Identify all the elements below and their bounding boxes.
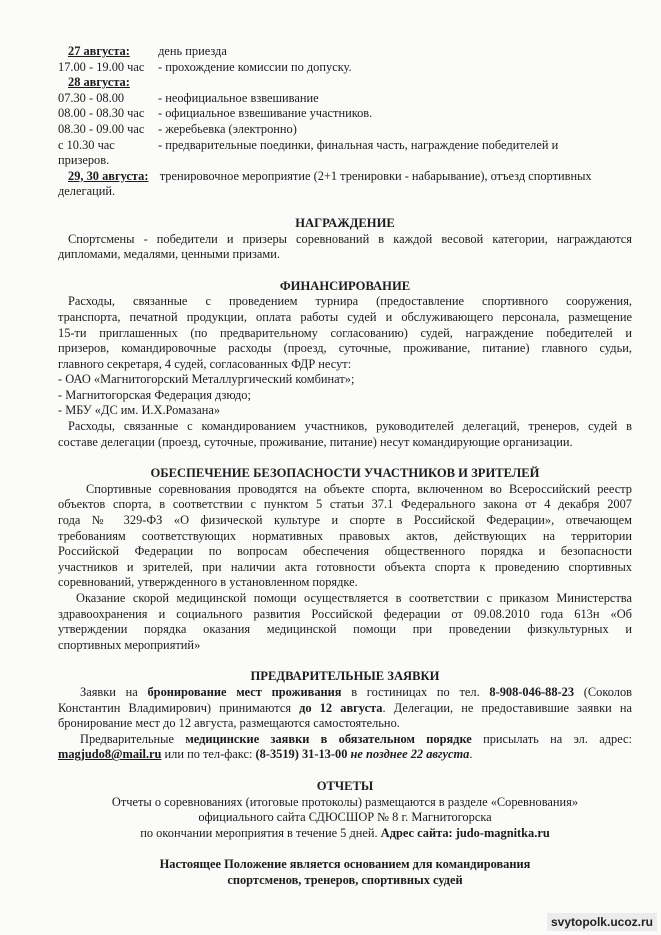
schedule-text: - неофициальное взвешивание bbox=[158, 90, 319, 105]
text-run: в гостиницах по тел. bbox=[341, 684, 490, 699]
text-run: по окончании мероприятия в течение 5 дней. bbox=[140, 825, 381, 840]
phone-number: 8-908-046-88-23 bbox=[489, 684, 575, 699]
text-run: . Делегации, не предоставившие заявки на bbox=[382, 700, 632, 715]
text-run-bold: до 12 августа bbox=[299, 700, 383, 715]
section-title-applications: ПРЕДВАРИТЕЛЬНЫЕ ЗАЯВКИ bbox=[250, 669, 440, 684]
schedule-time: 17.00 - 19.00 час bbox=[58, 59, 145, 74]
day-label: 28 августа: bbox=[68, 75, 130, 90]
schedule-time: с 10.30 час bbox=[58, 137, 115, 152]
safety-line: утверждении порядка оказания медицинской помощи при проведении физкультурных и bbox=[58, 622, 632, 637]
text-run: Константин Владимирович) принимаются bbox=[58, 700, 300, 715]
safety-line: соревнований, утвержденного в установленном порядке. bbox=[58, 575, 358, 590]
closing-statement-line: спортсменов, тренеров, спортивных судей bbox=[227, 872, 463, 887]
awards-line: Спортсмены - победители и призеры соревнований в каждой весовой категории, награждаются bbox=[68, 231, 632, 246]
schedule-aug28-heading bbox=[58, 75, 632, 91]
section-title-finance: ФИНАНСИРОВАНИЕ bbox=[279, 278, 411, 293]
finance-line: составе делегации (проезд, суточные, проживание, питание) несут командирующие организации. bbox=[58, 434, 573, 449]
schedule-time: 08.00 - 08.30 час bbox=[58, 106, 145, 121]
text-run: присылать на эл. адрес: bbox=[471, 731, 632, 746]
text-run-bold: бронирование мест проживания bbox=[147, 684, 342, 699]
safety-line: Спортивные соревнования проводятся на объекте спорта, включенном во Всероссийский реестр bbox=[86, 481, 632, 496]
fax-number: (8-3519) 31-13-00 bbox=[255, 747, 348, 762]
schedule-row bbox=[58, 122, 632, 138]
schedule-continuation: делегаций. bbox=[58, 184, 116, 199]
finance-payer: - Магнитогорская Федерация дзюдо; bbox=[58, 387, 251, 402]
applications-line bbox=[58, 747, 632, 763]
section-title-reports: ОТЧЕТЫ bbox=[316, 778, 374, 793]
section-title-awards: НАГРАЖДЕНИЕ bbox=[295, 215, 395, 230]
text-run: Заявки на bbox=[80, 684, 148, 699]
applications-line bbox=[58, 732, 632, 748]
finance-line: главного секретаря, 4 судей, согласованных ФДР несут: bbox=[58, 356, 352, 371]
safety-line: года № 329-ФЗ «О физической культуре и спорте в Российской Федерации», отвечающем bbox=[58, 513, 632, 528]
schedule-time: 07.30 - 08.00 bbox=[58, 90, 125, 105]
watermark: svytopolk.ucoz.ru bbox=[547, 913, 657, 931]
finance-payer: - ОАО «Магнитогорский Металлургический комбинат»; bbox=[58, 372, 355, 387]
awards-line: дипломами, медалями, ценными призами. bbox=[58, 247, 280, 262]
finance-line: 15-ти приглашенных (по предварительному согласованию) судей, награждение победителей и bbox=[58, 325, 632, 340]
site-address: Адрес сайта: judo-magnitka.ru bbox=[380, 825, 550, 840]
finance-line: транспорта, печатной продукции, оплата работы судей и обслуживающего персонала, размещение bbox=[58, 309, 632, 324]
safety-line: объектов спорта, в соответствии с пунктом 5 статьи 37.1 Федерального закона от 4 декабря 2007 bbox=[58, 497, 632, 512]
text-run: (Соколов bbox=[574, 684, 633, 699]
safety-line: Российской Федерации по вопросам обеспечения общественного порядка и безопасности bbox=[58, 544, 632, 559]
safety-line: участников и зрителей, при наличии акта готовности объекта спорта к проведению спортивных bbox=[58, 559, 632, 574]
schedule-row bbox=[58, 91, 632, 107]
safety-line: здравоохранения и социального развития Российской федерации от 09.08.2010 года 613н «Об bbox=[58, 606, 632, 621]
applications-line bbox=[58, 685, 632, 701]
finance-line: призеров, командировочные расходы (проезд, суточные, проживание, питание) главного судьи, bbox=[58, 341, 632, 356]
day-text: день приезда bbox=[158, 44, 227, 58]
reports-line bbox=[58, 826, 632, 842]
finance-payer: - МБУ «ДС им. И.Х.Ромазана» bbox=[58, 403, 221, 418]
finance-line: Расходы, связанные с проведением турнира (предоставление спортивного сооружения, bbox=[68, 294, 632, 309]
schedule-row bbox=[58, 138, 632, 154]
text-run: или по тел-факс: bbox=[161, 747, 256, 762]
schedule-aug27-heading bbox=[58, 44, 632, 60]
day-label: 27 августа: bbox=[68, 44, 130, 58]
text-run: . bbox=[469, 747, 473, 762]
safety-line: Оказание скорой медицинской помощи осуществляется в соответствии с приказом Министерства bbox=[76, 591, 632, 605]
text-run-bold: медицинские заявки в обязательном порядке bbox=[185, 731, 472, 746]
document-body bbox=[58, 44, 632, 889]
reports-line: официального сайта СДЮСШОР № 8 г. Магнитогорска bbox=[198, 810, 492, 825]
applications-line bbox=[58, 701, 632, 717]
schedule-aug2930-row bbox=[58, 169, 632, 185]
section-title-safety: ОБЕСПЕЧЕНИЕ БЕЗОПАСНОСТИ УЧАСТНИКОВ И ЗРИТЕЛЕЙ bbox=[150, 466, 540, 481]
schedule-text: - предварительные поединки, финальная часть, награждение победителей и bbox=[158, 137, 559, 152]
email-link[interactable]: magjudo8@mail.ru bbox=[58, 747, 162, 762]
schedule-row bbox=[58, 60, 632, 76]
finance-line: Расходы, связанные с командированием участников, руководителей делегаций, тренеров, судей в bbox=[68, 419, 632, 434]
text-run: Предварительные bbox=[80, 731, 186, 746]
safety-line: требованиям соответствующих нормативных правовых актов, действующих на территории bbox=[58, 528, 632, 543]
safety-line: спортивных мероприятий» bbox=[58, 637, 201, 652]
schedule-text: - прохождение комиссии по допуску. bbox=[158, 59, 352, 74]
schedule-time: 08.30 - 09.00 час bbox=[58, 121, 145, 136]
day-label: 29, 30 августа: bbox=[68, 168, 149, 183]
schedule-row bbox=[58, 106, 632, 122]
schedule-text: тренировочное мероприятие (2+1 тренировки - набарывание), отъезд спортивных bbox=[159, 168, 592, 183]
closing-statement-line: Настоящее Положение является основанием для командирования bbox=[159, 857, 531, 872]
reports-line: Отчеты о соревнованиях (итоговые протоколы) размещаются в разделе «Соревнования» bbox=[111, 794, 579, 809]
schedule-text: - официальное взвешивание участников. bbox=[158, 106, 373, 121]
applications-line: бронирование мест до 12 августа, размещаются самостоятельно. bbox=[58, 716, 400, 731]
schedule-continuation: призеров. bbox=[58, 153, 110, 168]
schedule-text: - жеребьевка (электронно) bbox=[158, 121, 297, 136]
deadline-text: не позднее 22 августа bbox=[350, 747, 470, 762]
